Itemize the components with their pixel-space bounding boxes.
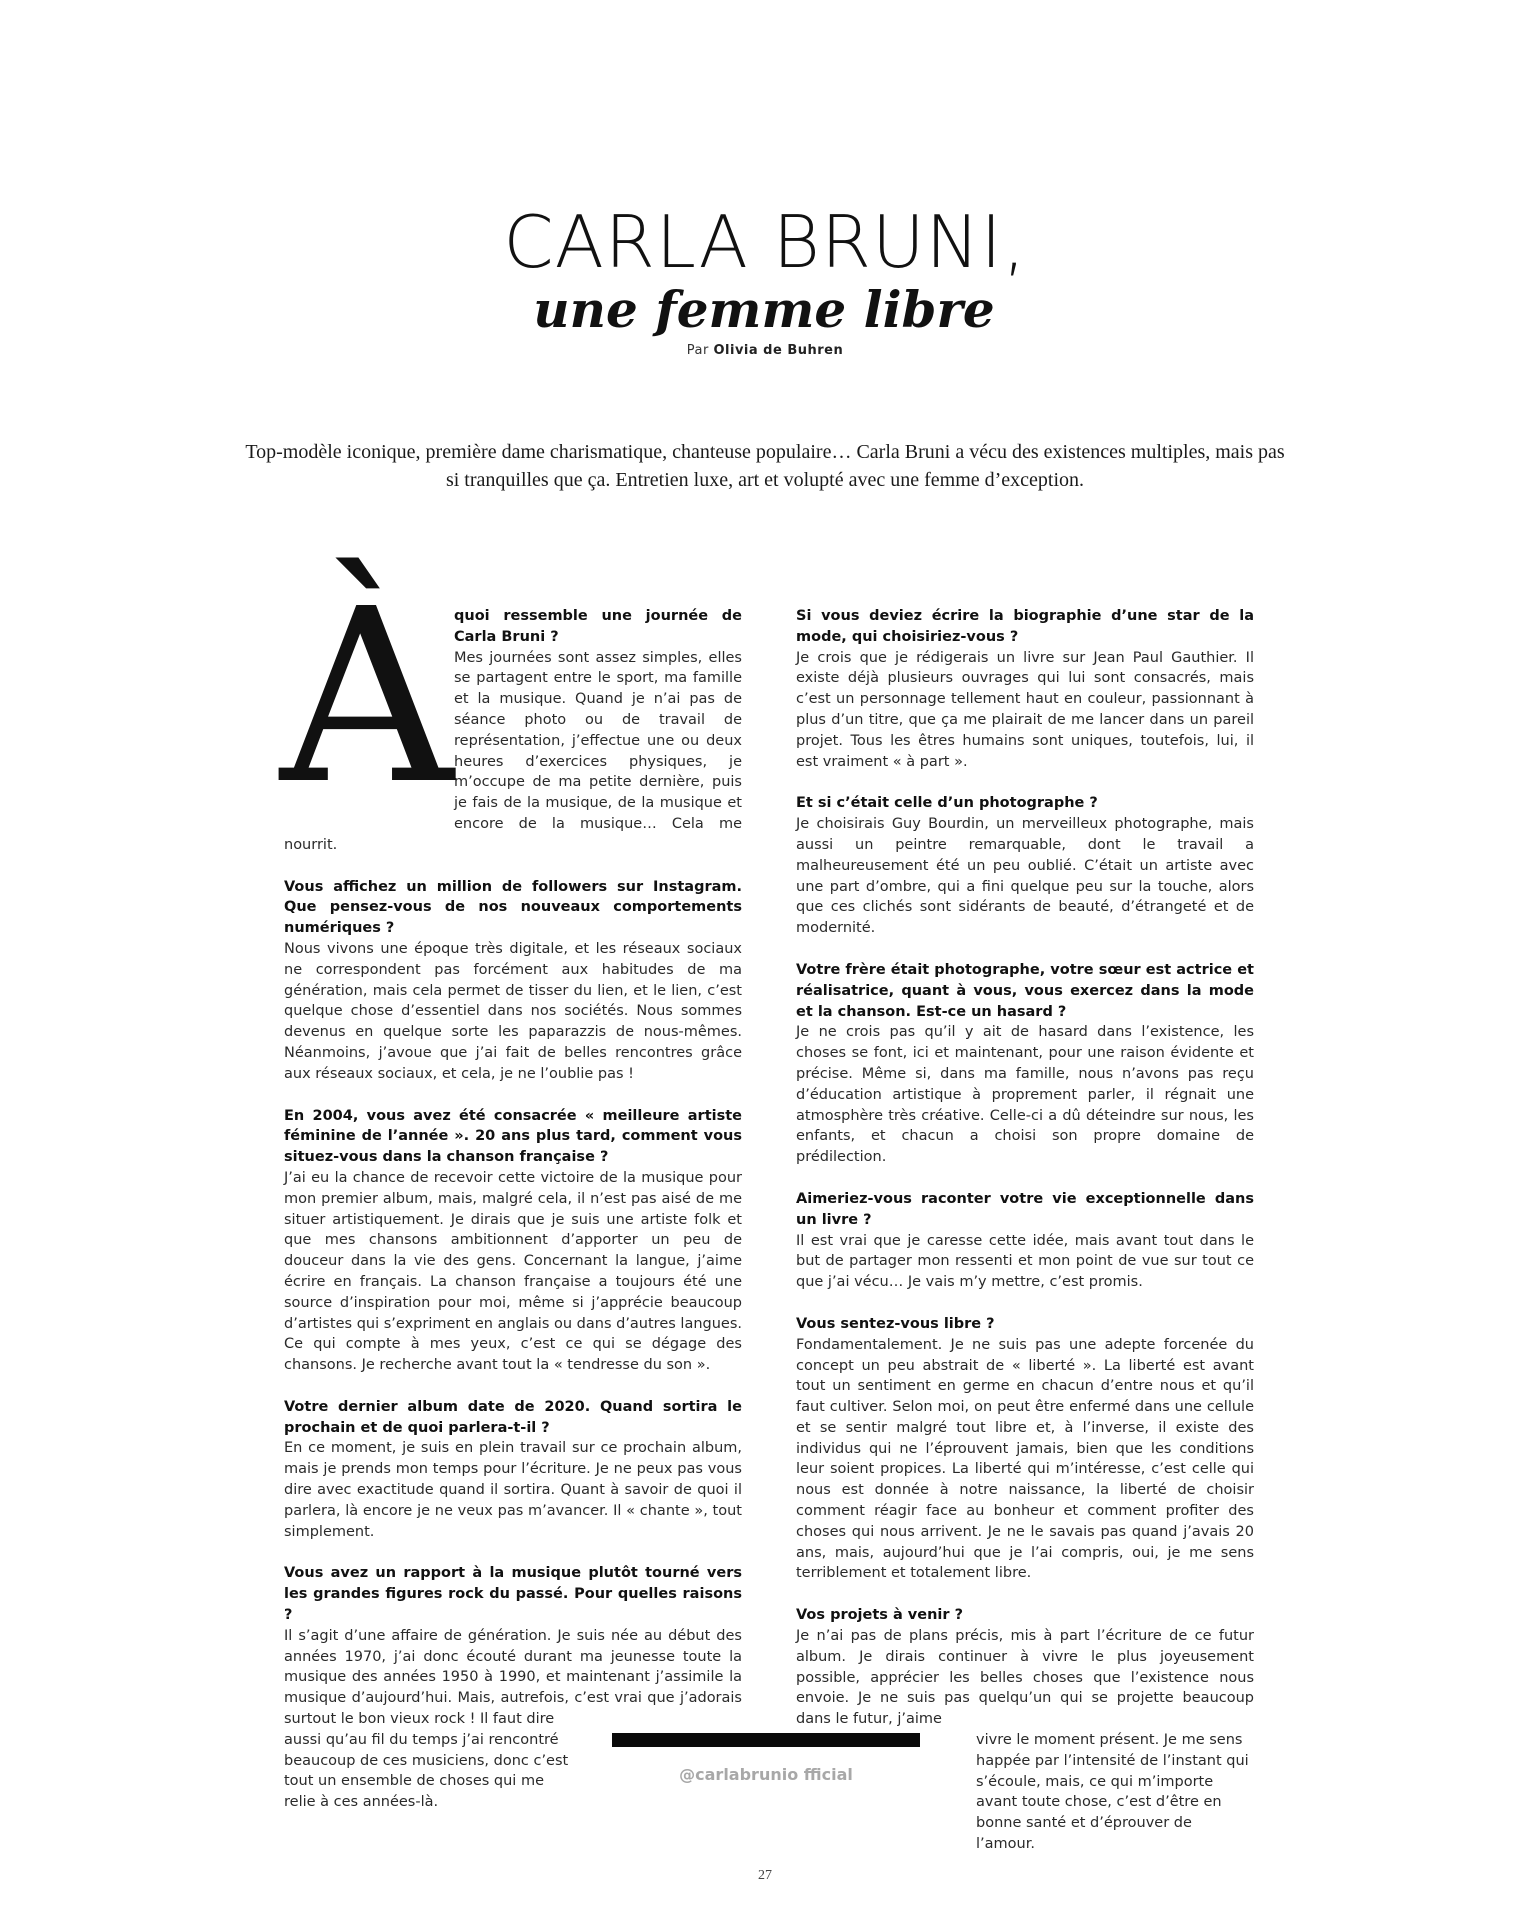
qa-block: [796, 1605, 1254, 1855]
question: Et si c’était celle d’un photographe ?: [796, 795, 1098, 812]
article-subtitle: une femme libre: [533, 280, 995, 339]
answer: J’ai eu la chance de recevoir cette victoire de la musique pour mon premier album, mais, malgré cela, il n’est pas aisé de me situer artistiquement. Je dirais que je suis une artiste folk et que mes chansons ambitionnent d’apporter un peu de douceur dans la vie des gens. Concernant la langue, j’aime écrire en français. La chanson française a toujours été une source d’inspiration pour moi, même si j’apprécie beaucoup d’artistes qui s’expriment en anglais ou dans d’autres langues. Ce qui compte à mes yeux, c’est ce qui se dégage des chansons. Je recherche avant tout la « tendresse du son ».: [284, 1169, 742, 1374]
answer-continued: vivre le moment présent. Je me sens happée par l’intensité de l’instant qui s’écoule, mais, ce qui m’importe avant toute chose, c’est d’être en bonne santé et d’éprouver de l’amour.: [976, 1732, 1249, 1853]
intro-paragraph: Top-modèle iconique, première dame charismatique, chanteuse populaire… Carla Bruni a vécu des existences multiples, mais pas si tranquilles que ça. Entretien luxe, art et volupté avec une femme d’exception.: [245, 441, 1285, 491]
page-number: 27: [758, 1868, 772, 1883]
qa-block: [284, 1106, 742, 1376]
answer: Il s’agit d’une affaire de génération. Je suis née au début des années 1970, j’ai donc écouté durant ma jeunesse toute la musique des années 1950 à 1990, et maintenant j’assimile la musique d’aujourd’hui. Mais, autrefois, c’est vrai que j’adorais surtout le bon vieux rock ! Il faut dire: [284, 1627, 742, 1728]
qa-block: [284, 877, 742, 1085]
dropcap-letter: À: [280, 557, 454, 837]
answer: Je ne crois pas qu’il y ait de hasard dans l’existence, les choses se font, ici et maintenant, pour une raison évidente et précise. Même si, dans ma famille, nous n’avons pas reçu d’éducation artistique à proprement parler, il régnait une atmosphère très créative. Celle-ci a dû déteindre sur nous, les enfants, et chacun a choisi son propre domaine de prédilection.: [796, 1024, 1254, 1166]
answer: Nous vivons une époque très digitale, et les réseaux sociaux ne correspondent pas forcément aux habitudes de ma génération, mais cela permet de tisser du lien, et le lien, c’est quelque chose d’essentiel dans nos sociétés. Nous sommes devenus en quelque sorte les paparazzis de nous-mêmes. Néanmoins, j’avoue que j’ai fait de belles rencontres grâce aux réseaux sociaux, et cela, je ne l’oublie pas !: [284, 940, 742, 1082]
byline-author: Olivia de Buhren: [713, 343, 844, 358]
question: Si vous deviez écrire la biographie d’une star de la mode, qui choisiriez-vous ?: [796, 608, 1254, 645]
qa-block: [796, 1189, 1254, 1293]
question: Aimeriez-vous raconter votre vie exceptionnelle dans un livre ?: [796, 1190, 1254, 1228]
right-column: [796, 606, 1254, 1876]
qa-block: [284, 1397, 742, 1543]
social-handle[interactable]: @carlabrunio fficial: [679, 1765, 853, 1784]
answer: Il est vrai que je caresse cette idée, mais avant tout dans le but de partager mon ressenti et mon point de vue sur tout ce que j’ai vécu… Je vais m’y mettre, c’est promis.: [796, 1232, 1254, 1291]
answer: Mes journées sont assez simples, elles se partagent entre le sport, ma famille et la musique. Quand je n’ai pas de séance photo ou de travail de représentation, j’effectue une ou deux heures d’exercices physiques, je m’occupe de ma petite dernière, puis je fais de la musique, de la musique et encore de la musique… Cela me nourrit.: [284, 649, 742, 853]
question: En 2004, vous avez été consacrée « meilleure artiste féminine de l’année ». 20 ans plus tard, comment vous situez-vous dans la chanson française ?: [284, 1107, 742, 1166]
article-title: CARLA BRUNI,: [503, 200, 1027, 284]
question: quoi ressemble une journée de Carla Bruni ?: [454, 608, 742, 645]
question: Votre dernier album date de 2020. Quand sortira le prochain et de quoi parlera-t-il ?: [284, 1398, 742, 1436]
qa-block: [280, 557, 742, 856]
answer: Fondamentalement. Je ne suis pas une adepte forcenée du concept un peu abstrait de « liberté ». La liberté est avant tout un sentiment en germe en chacun d’entre nous et qu’il faut cultiver. Selon moi, on peut être enfermé dans une cellule et se sentir malgré tout libre et, à l’inverse, il existe des individus qui ne l’éprouvent jamais, bien que les conditions leur soient propices. La liberté qui m’intéresse, c’est celle qui nous est donnée à notre naissance, la liberté de choisir comment réagir face au bonheur et comment profiter des choses qui nous arrivent. Je ne le savais pas quand j’avais 20 ans, mais, aujourd’hui que je l’ai compris, oui, je me sens terriblement et totalement libre.: [796, 1336, 1254, 1582]
question: Vous affichez un million de followers sur Instagram. Que pensez-vous de nos nouveaux comportements numériques ?: [284, 878, 742, 937]
qa-block: [796, 606, 1254, 772]
byline-prefix: Par: [686, 343, 709, 358]
answer: En ce moment, je suis en plein travail sur ce prochain album, mais je prends mon temps pour l’écriture. Je ne peux pas vous dire avec exactitude quand il sortira. Quant à savoir de quoi il parlera, là encore je ne veux pas m’avancer. Il « chante », tout simplement.: [284, 1440, 742, 1540]
question: Vous avez un rapport à la musique plutôt tourné vers les grandes figures rock du passé. Pour quelles raisons ?: [284, 1565, 742, 1624]
answer: Je crois que je rédigerais un livre sur Jean Paul Gauthier. Il existe déjà plusieurs ouvrages qui lui sont consacrés, mais c’est un personnage tellement haut en couleur, passionnant à plus d’un titre, que ça me plairait de me lancer dans un pareil projet. Tous les êtres humains sont uniques, toutefois, lui, il est vraiment « à part ».: [796, 649, 1254, 770]
answer: Je choisirais Guy Bourdin, un merveilleux photographe, mais aussi un peintre remarquable, dont le travail a malheureusement été un peu oublié. C’était un artiste avec une part d’ombre, qui a fini quelque peu sur la touche, alors que ces clichés sont sidérants de beauté, d’étrangeté et de modernité.: [796, 816, 1254, 937]
social-bar: [612, 1733, 920, 1747]
question: Vos projets à venir ?: [796, 1607, 963, 1624]
answer-continued: aussi qu’au fil du temps j’ai rencontré beaucoup de ces musiciens, donc c’est tout un ensemble de choses qui me relie à ces années-là.: [284, 1731, 569, 1811]
left-column: [280, 557, 742, 1834]
dropcap: [280, 557, 454, 837]
question: Votre frère était photographe, votre sœur est actrice et réalisatrice, quant à vous, vous exercez dans la mode et la chanson. Est-ce un hasard ?: [796, 961, 1254, 1020]
qa-block: [796, 960, 1254, 1168]
question: Vous sentez-vous libre ?: [796, 1315, 995, 1332]
qa-block: [796, 1314, 1254, 1584]
answer: Je n’ai pas de plans précis, mis à part l’écriture de ce futur album. Je dirais continuer à vivre le plus joyeusement possible, apprécier les belles choses que l’existence nous envoie. Je ne suis pas quelqu’un qui se projette beaucoup dans le futur, j’aime: [796, 1628, 1254, 1728]
qa-block: [796, 793, 1254, 939]
byline: [0, 343, 1530, 358]
